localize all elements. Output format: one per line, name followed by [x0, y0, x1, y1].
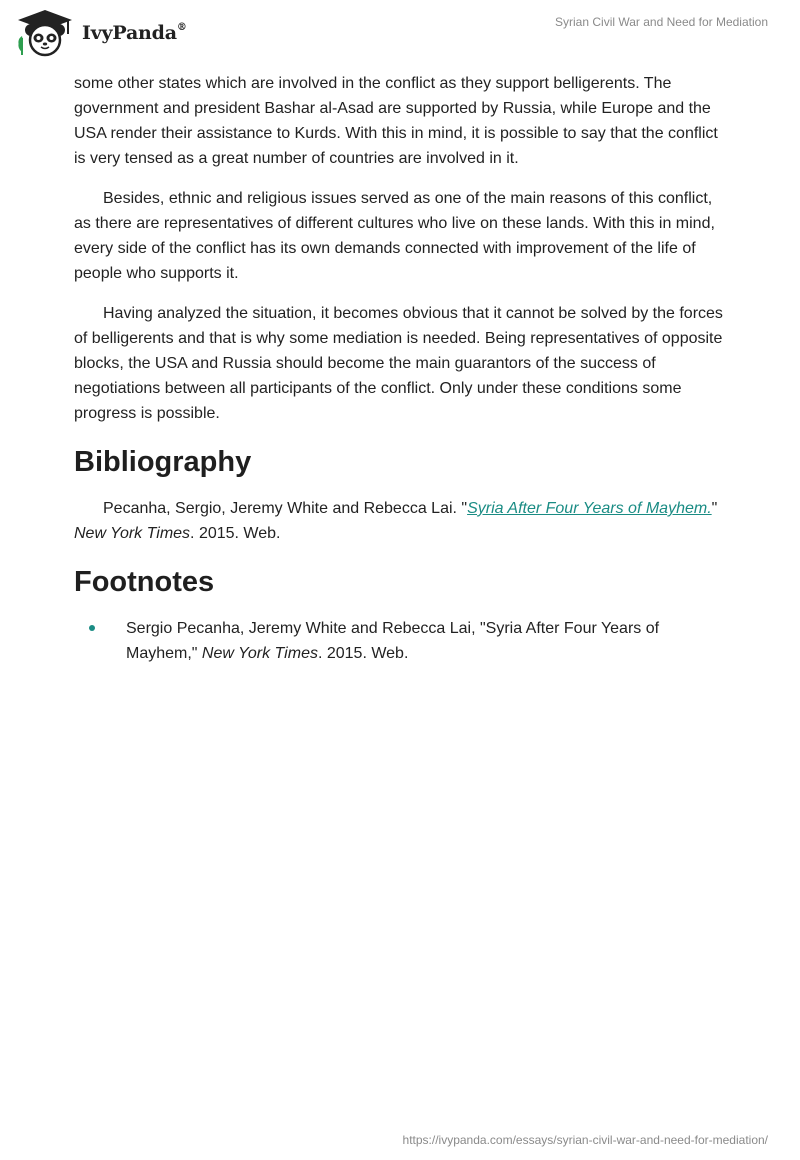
footnote-item: [74, 616, 726, 666]
bibliography-authors: Pecanha, Sergio, Jeremy White and Rebecca Lai. ": [103, 500, 468, 517]
logo-name: IvyPanda: [82, 22, 177, 44]
footer-url[interactable]: https://ivypanda.com/essays/syrian-civil-war-and-need-for-mediation/: [402, 1133, 768, 1147]
paragraph-3: Having analyzed the situation, it becomes obvious that it cannot be solved by the forces of belligerents and that is why some mediation is needed. Being representatives of opposite blocks, the USA and Russia should become the main guarantors of the success of negotiations between all participants of the conflict. Only under these conditions some progress is possible.: [74, 305, 723, 422]
document-title: Syrian Civil War and Need for Mediation: [555, 15, 768, 29]
logo[interactable]: [14, 8, 187, 58]
footnote-tail: . 2015. Web.: [317, 645, 409, 662]
footnote-publication: New York Times: [201, 645, 318, 662]
paragraph-1: some other states which are involved in the conflict as they support belligerents. The government and president Bashar al-Asad are supported by Russia, while Europe and the USA render their assistance to Kurds. With this in mind, it is possible to say that the conflict is very tensed as a great number of countries are involved in it.: [74, 75, 718, 167]
paragraph-2: Besides, ethnic and religious issues served as one of the main reasons of this conflict, as there are representatives of different cultures who live on these lands. With this in mind, every side of the conflict has its own demands connected with improvement of the life of people who supports it.: [74, 190, 715, 282]
bibliography-heading: Bibliography: [74, 446, 252, 478]
panda-logo-icon: [14, 8, 76, 58]
bibliography-source-link[interactable]: Syria After Four Years of Mayhem.: [467, 500, 712, 517]
page-header: [0, 0, 800, 66]
bibliography-entry: [74, 496, 726, 546]
bibliography-quote-close: ": [711, 500, 718, 517]
essay-content: [74, 71, 726, 666]
bibliography-publication: New York Times: [74, 525, 191, 542]
footnotes-heading: Footnotes: [74, 566, 215, 598]
bibliography-tail: . 2015. Web.: [190, 525, 281, 542]
registered-mark: ®: [176, 21, 187, 33]
footnote-text: Sergio Pecanha, Jeremy White and Rebecca Lai, "Syria After Four Years of Mayhem,": [126, 620, 660, 662]
footnotes-list: [74, 616, 726, 666]
logo-text: [82, 22, 187, 44]
bullet-icon: [89, 625, 95, 631]
